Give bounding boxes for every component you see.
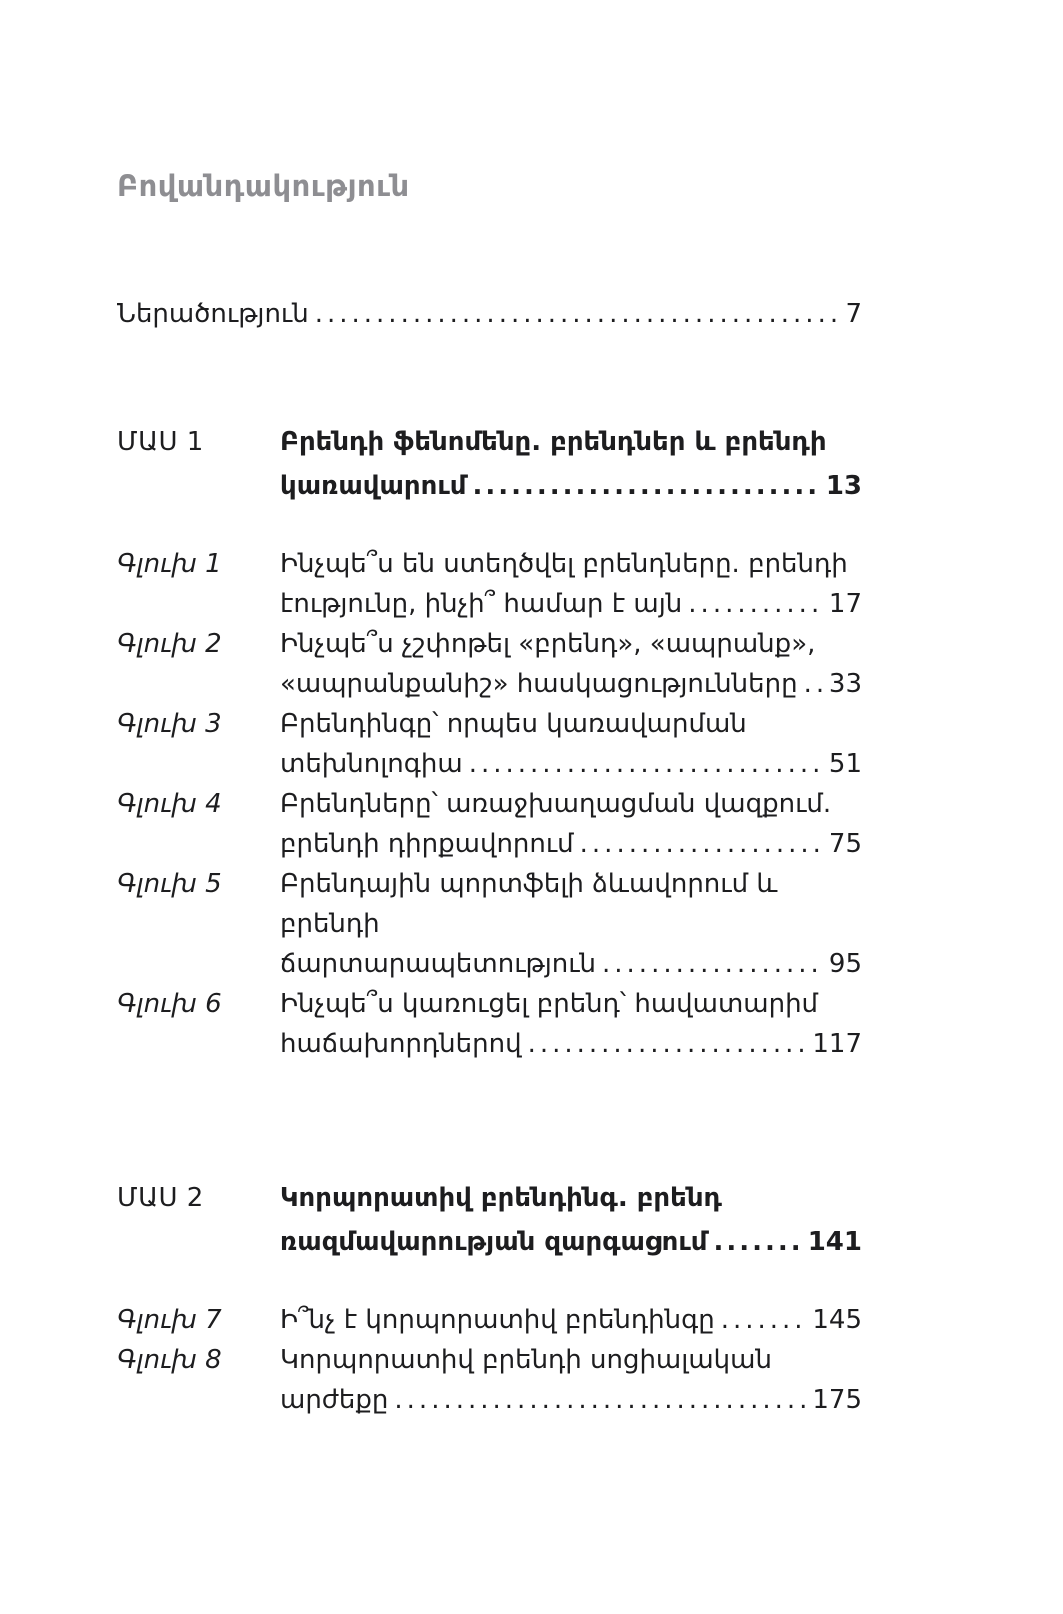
entry-title-line1: Բրենդինգը՝ որպես կառավարման	[280, 709, 747, 739]
toc-entry-chapter	[117, 1300, 862, 1340]
dot-leader	[721, 1300, 809, 1340]
toc-entry-chapter	[117, 784, 862, 864]
page-number: 51	[828, 749, 862, 779]
chapter-label: Գլուխ 4	[117, 789, 222, 819]
page-number: 13	[825, 471, 862, 501]
part-label: ՄԱՍ 1	[117, 427, 204, 457]
entry-title-line2: ռազմավարության զարգացում	[280, 1227, 708, 1257]
part-label: ՄԱՍ 2	[117, 1183, 204, 1213]
chapter-label: Գլուխ 7	[117, 1305, 222, 1335]
chapter-label: Գլուխ 8	[117, 1345, 222, 1375]
dot-leader	[804, 664, 825, 704]
page-number: 175	[812, 1385, 862, 1415]
entry-title-line1: Բրենդի ֆենոմենը. բրենդներ և բրենդի	[280, 427, 827, 457]
page-number: 33	[828, 669, 862, 699]
entry-title-line2: արժեքը	[280, 1385, 389, 1415]
entry-title-line1: Ինչպե՞ս են ստեղծվել բրենդները. բրենդի	[280, 549, 848, 579]
toc-entry-chapter	[117, 1340, 862, 1420]
entry-title-line2: հաճախորդներով	[280, 1029, 522, 1059]
dot-leader	[394, 1380, 808, 1420]
page-number: 17	[828, 589, 862, 619]
dot-leader	[580, 824, 825, 864]
entry-title-line2: կառավարում	[280, 471, 467, 501]
dot-leader	[469, 744, 825, 784]
entry-title: Ի՞նչ է կորպորատիվ բրենդինգը	[280, 1305, 715, 1335]
toc-entry-chapter	[117, 984, 862, 1064]
toc-entry-intro	[117, 294, 862, 334]
dot-leader	[688, 584, 825, 624]
toc-entry-chapter	[117, 704, 862, 784]
entry-title-line2: «ապրանքանիշ» հասկացությունները	[280, 669, 798, 699]
chapter-label: Գլուխ 6	[117, 989, 222, 1019]
entry-title-line2: տեխնոլոգիա	[280, 749, 463, 779]
dot-leader	[315, 294, 842, 334]
page-number: 141	[807, 1227, 862, 1257]
entry-title-line2: էությունը, ինչի՞ համար է այն	[280, 589, 683, 619]
page-number: 7	[845, 299, 862, 329]
page-number: 75	[828, 829, 862, 859]
toc-entry-chapter	[117, 544, 862, 624]
page-title: Բովանդակություն	[117, 169, 410, 203]
chapter-label: Գլուխ 5	[117, 869, 222, 899]
toc-entry-part	[117, 1176, 862, 1264]
entry-title-line1: Բրենդները՝ առաջխաղացման վազքում.	[280, 789, 832, 819]
entry-title-line1: Բրենդային պորտֆելի ձևավորում և բրենդի	[280, 869, 778, 939]
dot-leader	[714, 1220, 804, 1264]
entry-title-line1: Ինչպե՞ս կառուցել բրենդ՝ հավատարիմ	[280, 989, 819, 1019]
dot-leader	[528, 1024, 809, 1064]
toc-entry-chapter	[117, 624, 862, 704]
entry-title-line2: ճարտարապետություն	[280, 949, 597, 979]
entry-title: Ներածություն	[117, 299, 309, 329]
toc-entry-chapter	[117, 864, 862, 984]
toc-entry-part	[117, 420, 862, 508]
entry-title-line1: Կորպորատիվ բրենդի սոցիալական	[280, 1345, 772, 1375]
chapter-label: Գլուխ 2	[117, 629, 222, 659]
dot-leader	[602, 944, 825, 984]
chapter-label: Գլուխ 1	[117, 549, 222, 579]
chapter-label: Գլուխ 3	[117, 709, 222, 739]
page-number: 95	[828, 949, 862, 979]
entry-title-line1: Կորպորատիվ բրենդինգ. բրենդ	[280, 1183, 722, 1213]
page-number: 145	[812, 1305, 862, 1335]
dot-leader	[473, 464, 822, 508]
entry-title-line1: Ինչպե՞ս չշփոթել «բրենդ», «ապրանք»,	[280, 629, 816, 659]
toc-content	[117, 168, 862, 1420]
entry-title-line2: բրենդի դիրքավորում	[280, 829, 574, 859]
page-number: 117	[812, 1029, 862, 1059]
